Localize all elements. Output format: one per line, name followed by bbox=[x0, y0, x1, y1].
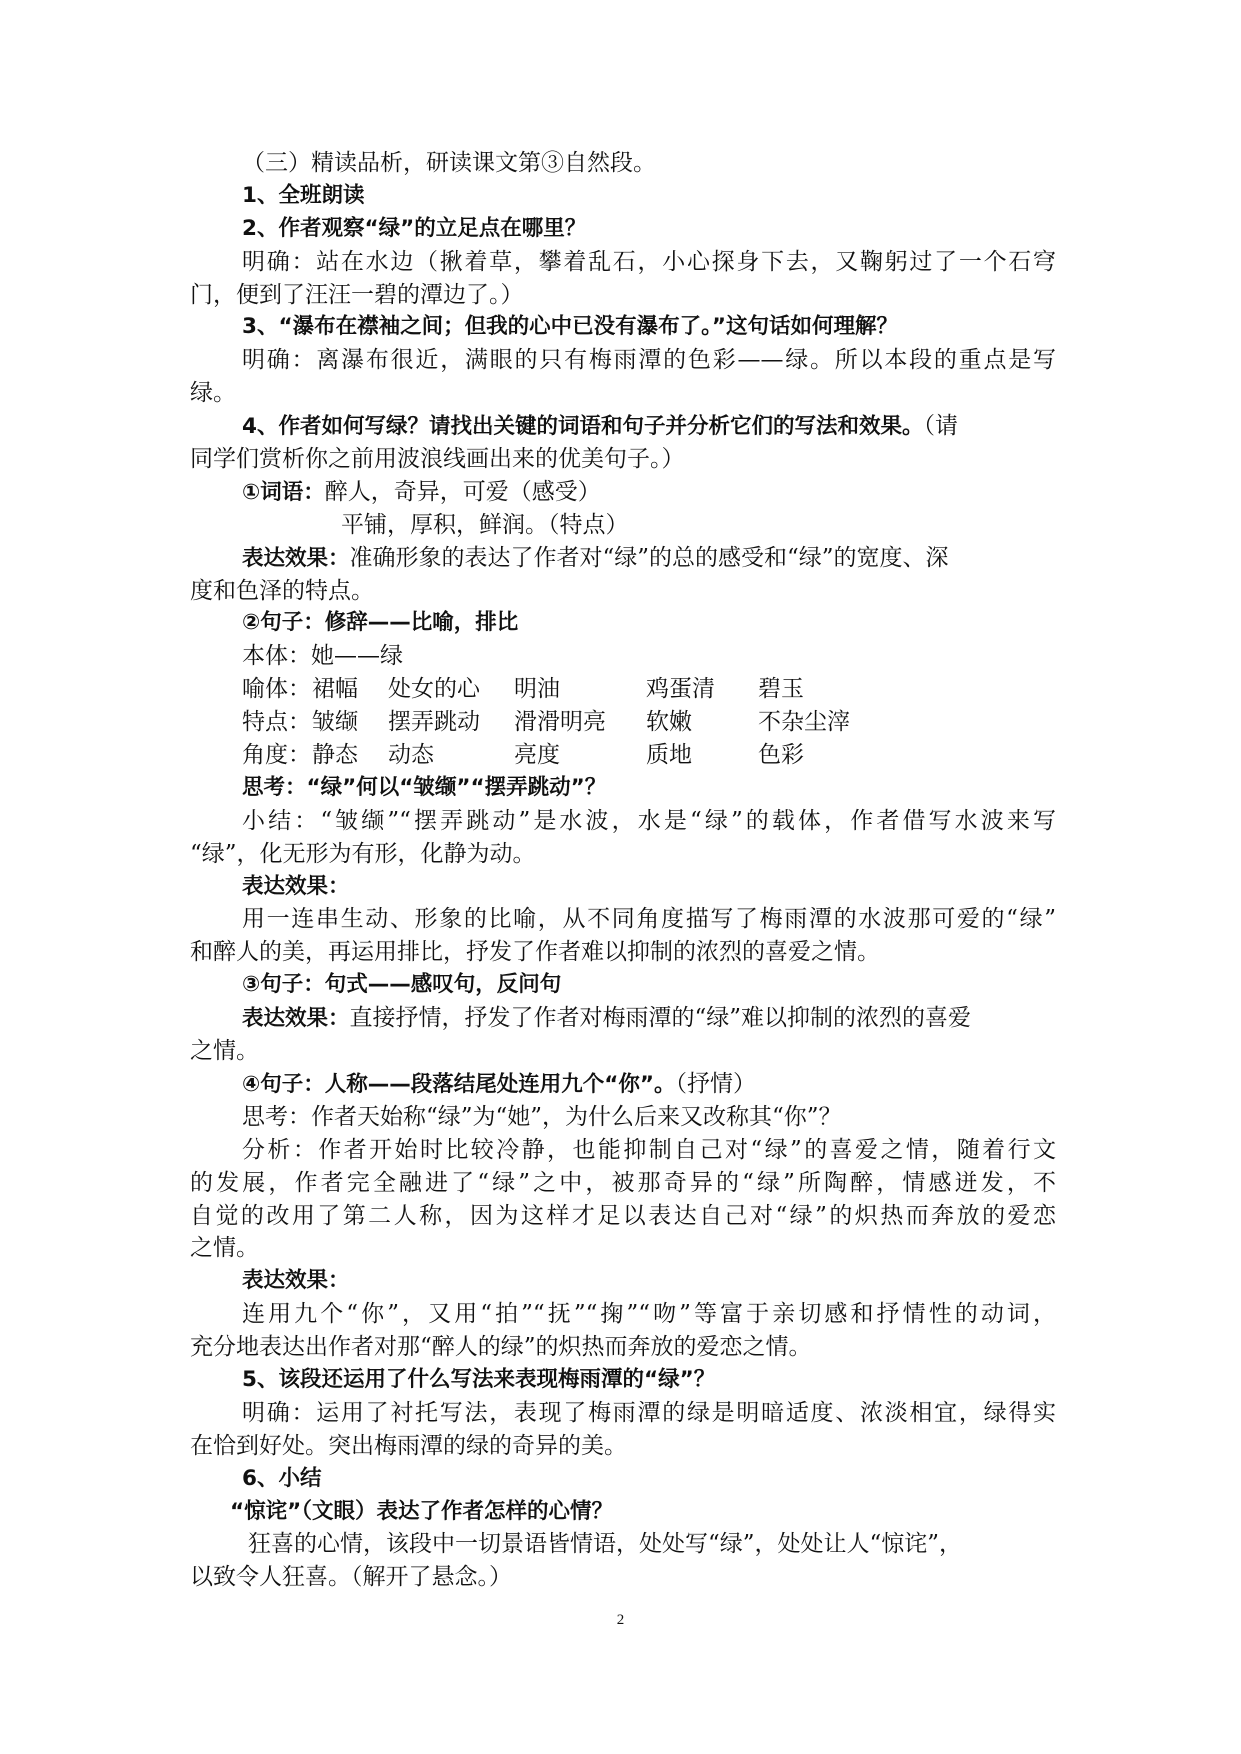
effect-label: 表达效果： bbox=[242, 873, 350, 899]
summary-answer: 以致令人狂喜。（解开了悬念。） bbox=[190, 1564, 512, 1591]
words-text: 醉人，奇异，可爱（感受） bbox=[324, 478, 601, 505]
summary-answer: 狂喜的心情，该段中一切景语皆情语，处处写“绿”，处处让人“惊诧”， bbox=[248, 1531, 963, 1558]
metaphor-table-row bbox=[190, 739, 1056, 772]
answer-line: 在恰到好处。突出梅雨潭的绿的奇异的美。 bbox=[190, 1432, 627, 1459]
metaphor-table-row bbox=[190, 673, 1056, 706]
analysis-line: 自觉的改用了第二人称，因为这样才足以表达自己对“绿”的炽热而奔放的爱恋 bbox=[190, 1202, 1056, 1229]
effect-line bbox=[190, 1002, 1056, 1035]
question-1: 1、全班朗读 bbox=[242, 182, 365, 208]
effect-label: 表达效果： bbox=[242, 1006, 350, 1032]
effect-text: 准确形象的表达了作者对“绿”的总的感受和“绿”的宽度、深 bbox=[349, 544, 949, 571]
effect-label: 表达效果： bbox=[242, 545, 350, 571]
table-cell: 软嫩 bbox=[646, 709, 692, 736]
effect-text: 和醉人的美，再运用排比，抒发了作者难以抑制的浓烈的喜爱之情。 bbox=[190, 939, 880, 966]
sentence-heading-4-text: ④句子：人称——段落结尾处连用九个“你”。 bbox=[242, 1071, 676, 1097]
table-cell: 处女的心 bbox=[388, 676, 480, 703]
table-cell: 特点： bbox=[242, 709, 311, 736]
answer-line: 门，便到了汪汪一碧的潭边了。） bbox=[190, 281, 524, 308]
analysis-line: 的发展，作者完全融进了“绿”之中，被那奇异的“绿”所陶醉，情感迸发，不 bbox=[190, 1169, 1056, 1196]
analysis-line: 分析：作者开始时比较冷静，也能抑制自己对“绿”的喜爱之情，随着行文 bbox=[242, 1136, 1056, 1163]
question-5: 5、该段还运用了什么写法来表现梅雨潭的“绿”？ bbox=[242, 1366, 716, 1392]
table-cell: 明油 bbox=[514, 676, 560, 703]
table-cell: 质地 bbox=[646, 742, 692, 769]
question-4 bbox=[190, 410, 1056, 443]
table-cell: 亮度 bbox=[514, 742, 560, 769]
words-label: ①词语： bbox=[242, 479, 325, 505]
effect-line-continued: 度和色泽的特点。 bbox=[190, 577, 374, 604]
table-cell: 滑滑明亮 bbox=[514, 709, 606, 736]
summary-question: “惊诧”（文眼）表达了作者怎样的心情？ bbox=[230, 1498, 614, 1524]
summary-line: 小结：“皱缬”“摆弄跳动”是水波，水是“绿”的载体，作者借写水波来写 bbox=[242, 807, 1056, 834]
effect-text: 充分地表达出作者对那“醉人的绿”的炽热而奔放的爱恋之情。 bbox=[190, 1334, 812, 1361]
table-cell: 摆弄跳动 bbox=[388, 709, 480, 736]
sentence-heading-3: ③句子：句式——感叹句，反问句 bbox=[242, 972, 562, 998]
document-page bbox=[190, 147, 1056, 1594]
summary-line: “绿”，化无形为有形，化静为动。 bbox=[190, 840, 536, 867]
table-cell: 不杂尘滓 bbox=[758, 709, 850, 736]
tenor-line: 本体：她——绿 bbox=[242, 643, 403, 670]
question-2: 2、作者观察“绿”的立足点在哪里？ bbox=[242, 215, 587, 241]
effect-text: 用一连串生动、形象的比喻，从不同角度描写了梅雨潭的水波那可爱的“绿” bbox=[242, 906, 1056, 933]
think-question: 思考：“绿”何以“皱缬”“摆弄跳动”？ bbox=[242, 774, 607, 800]
question-4-text: 4、作者如何写绿？请找出关键的词语和句子并分析它们的写法和效果。 bbox=[242, 414, 924, 440]
effect-text: 连用九个“你”，又用“拍”“抚”“掬”“吻”等富于亲切感和抒情性的动词， bbox=[242, 1301, 1056, 1328]
answer-line: 绿。 bbox=[190, 380, 236, 407]
table-cell: 碧玉 bbox=[758, 676, 804, 703]
sentence-heading-2: ②句子：修辞——比喻，排比 bbox=[242, 610, 519, 636]
sentence-heading-4 bbox=[190, 1068, 1056, 1101]
section-heading: （三）精读品析，研读课文第③自然段。 bbox=[242, 150, 656, 176]
table-cell: 鸡蛋清 bbox=[646, 676, 715, 703]
effect-line-continued: 之情。 bbox=[190, 1038, 259, 1065]
words-line bbox=[190, 476, 1056, 509]
table-cell: 动态 bbox=[388, 742, 434, 769]
table-cell: 喻体： bbox=[242, 676, 311, 703]
table-cell: 色彩 bbox=[758, 742, 804, 769]
effect-label: 表达效果： bbox=[242, 1268, 350, 1294]
answer-line: 明确：运用了衬托写法，表现了梅雨潭的绿是明暗适度、浓淡相宜，绿得实 bbox=[242, 1399, 1056, 1426]
question-3: 3、“瀑布在襟袖之间；但我的心中已没有瀑布了。”这句话如何理解？ bbox=[242, 314, 898, 340]
analysis-line: 之情。 bbox=[190, 1235, 259, 1262]
question-4-tail: （请 bbox=[923, 413, 958, 440]
think-line: 思考：作者天始称“绿”为“她”，为什么后来又改称其“你”？ bbox=[242, 1103, 842, 1130]
table-cell: 角度： bbox=[242, 742, 311, 769]
effect-text: 直接抒情，抒发了作者对梅雨潭的“绿”难以抑制的浓烈的喜爱 bbox=[349, 1005, 972, 1032]
words-line-2: 平铺，厚积，鲜润。（特点） bbox=[341, 511, 629, 538]
answer-line: 明确：离瀑布很近，满眼的只有梅雨潭的色彩——绿。所以本段的重点是写 bbox=[242, 347, 1056, 374]
table-cell: 皱缬 bbox=[312, 709, 358, 736]
effect-line bbox=[190, 542, 1056, 575]
sentence-heading-4-note: （抒情） bbox=[675, 1070, 756, 1097]
answer-line: 明确：站在水边（揪着草，攀着乱石，小心探身下去，又鞠躬过了一个石穹 bbox=[242, 248, 1056, 275]
page-number: 2 bbox=[616, 1612, 625, 1628]
table-cell: 裙幅 bbox=[312, 676, 358, 703]
question-4-continued: 同学们赏析你之前用波浪线画出来的优美句子。） bbox=[190, 446, 685, 473]
table-cell: 静态 bbox=[312, 742, 358, 769]
metaphor-table-row bbox=[190, 706, 1056, 739]
question-6: 6、小结 bbox=[242, 1465, 322, 1491]
